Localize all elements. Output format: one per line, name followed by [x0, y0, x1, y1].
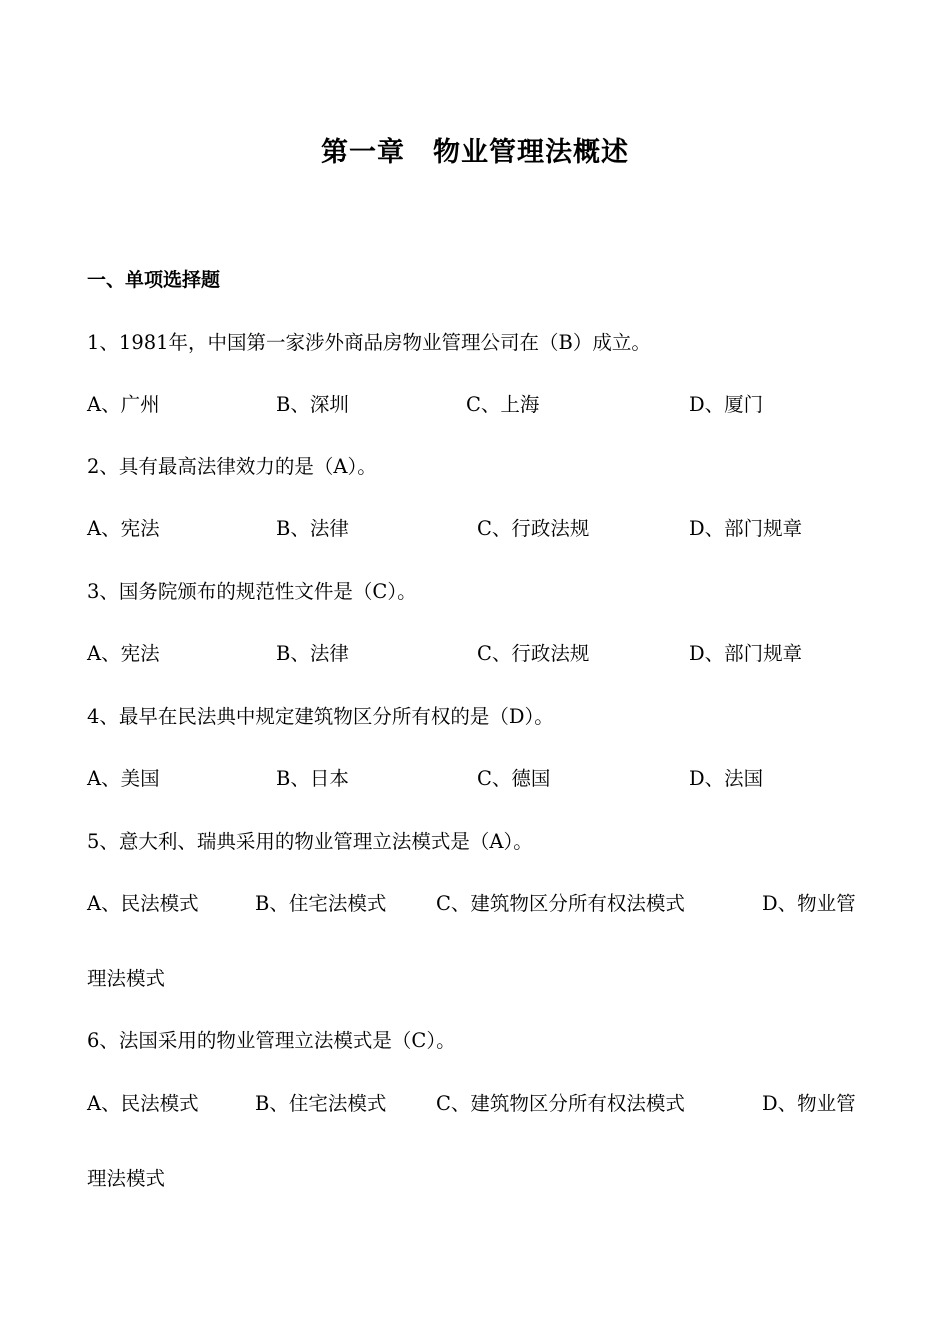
question-1-stem: 1、1981年，中国第一家涉外商品房物业管理公司在（B）成立。: [87, 331, 651, 354]
question-6-option-d: D、物业管: [762, 1092, 856, 1115]
question-3-stem: 3、国务院颁布的规范性文件是（C）。: [87, 580, 417, 603]
question-3-option-d: D、部门规章: [689, 642, 803, 665]
question-5-option-d: D、物业管: [762, 892, 856, 915]
question-4-option-c: C、德国: [477, 767, 551, 790]
question-3-option-a: A、宪法: [87, 642, 160, 665]
question-6-option-a: A、民法模式: [87, 1092, 199, 1115]
question-6-option-c: C、建筑物区分所有权法模式: [436, 1092, 685, 1115]
question-4-option-d: D、法国: [689, 767, 764, 790]
question-3-option-b: B、法律: [276, 642, 349, 665]
question-6-stem: 6、法国采用的物业管理立法模式是（C）。: [87, 1029, 456, 1052]
question-2-option-a: A、宪法: [87, 517, 160, 540]
question-1-option-d: D、厦门: [689, 393, 764, 416]
question-5-option-a: A、民法模式: [87, 892, 199, 915]
question-5-option-b: B、住宅法模式: [255, 892, 387, 915]
question-6-option-d-continuation: 理法模式: [87, 1167, 166, 1190]
section-heading: 一、单项选择题: [87, 269, 221, 291]
question-2-option-d: D、部门规章: [689, 517, 803, 540]
question-1-option-b: B、深圳: [276, 393, 349, 416]
question-2-option-c: C、行政法规: [477, 517, 590, 540]
question-4-stem: 4、最早在民法典中规定建筑物区分所有权的是（D）。: [87, 705, 554, 728]
question-5-option-c: C、建筑物区分所有权法模式: [436, 892, 685, 915]
question-3-option-c: C、行政法规: [477, 642, 590, 665]
chapter-title: 第一章 物业管理法概述: [321, 137, 629, 168]
question-2-option-b: B、法律: [276, 517, 349, 540]
question-2-stem: 2、具有最高法律效力的是（A）。: [87, 455, 377, 478]
question-1-option-a: A、广州: [87, 393, 160, 416]
question-4-option-a: A、美国: [87, 767, 160, 790]
question-1-option-c: C、上海: [466, 393, 540, 416]
question-4-option-b: B、日本: [276, 767, 349, 790]
question-5-stem: 5、意大利、瑞典采用的物业管理立法模式是（A）。: [87, 830, 533, 853]
question-5-option-d-continuation: 理法模式: [87, 967, 166, 990]
question-6-option-b: B、住宅法模式: [255, 1092, 387, 1115]
